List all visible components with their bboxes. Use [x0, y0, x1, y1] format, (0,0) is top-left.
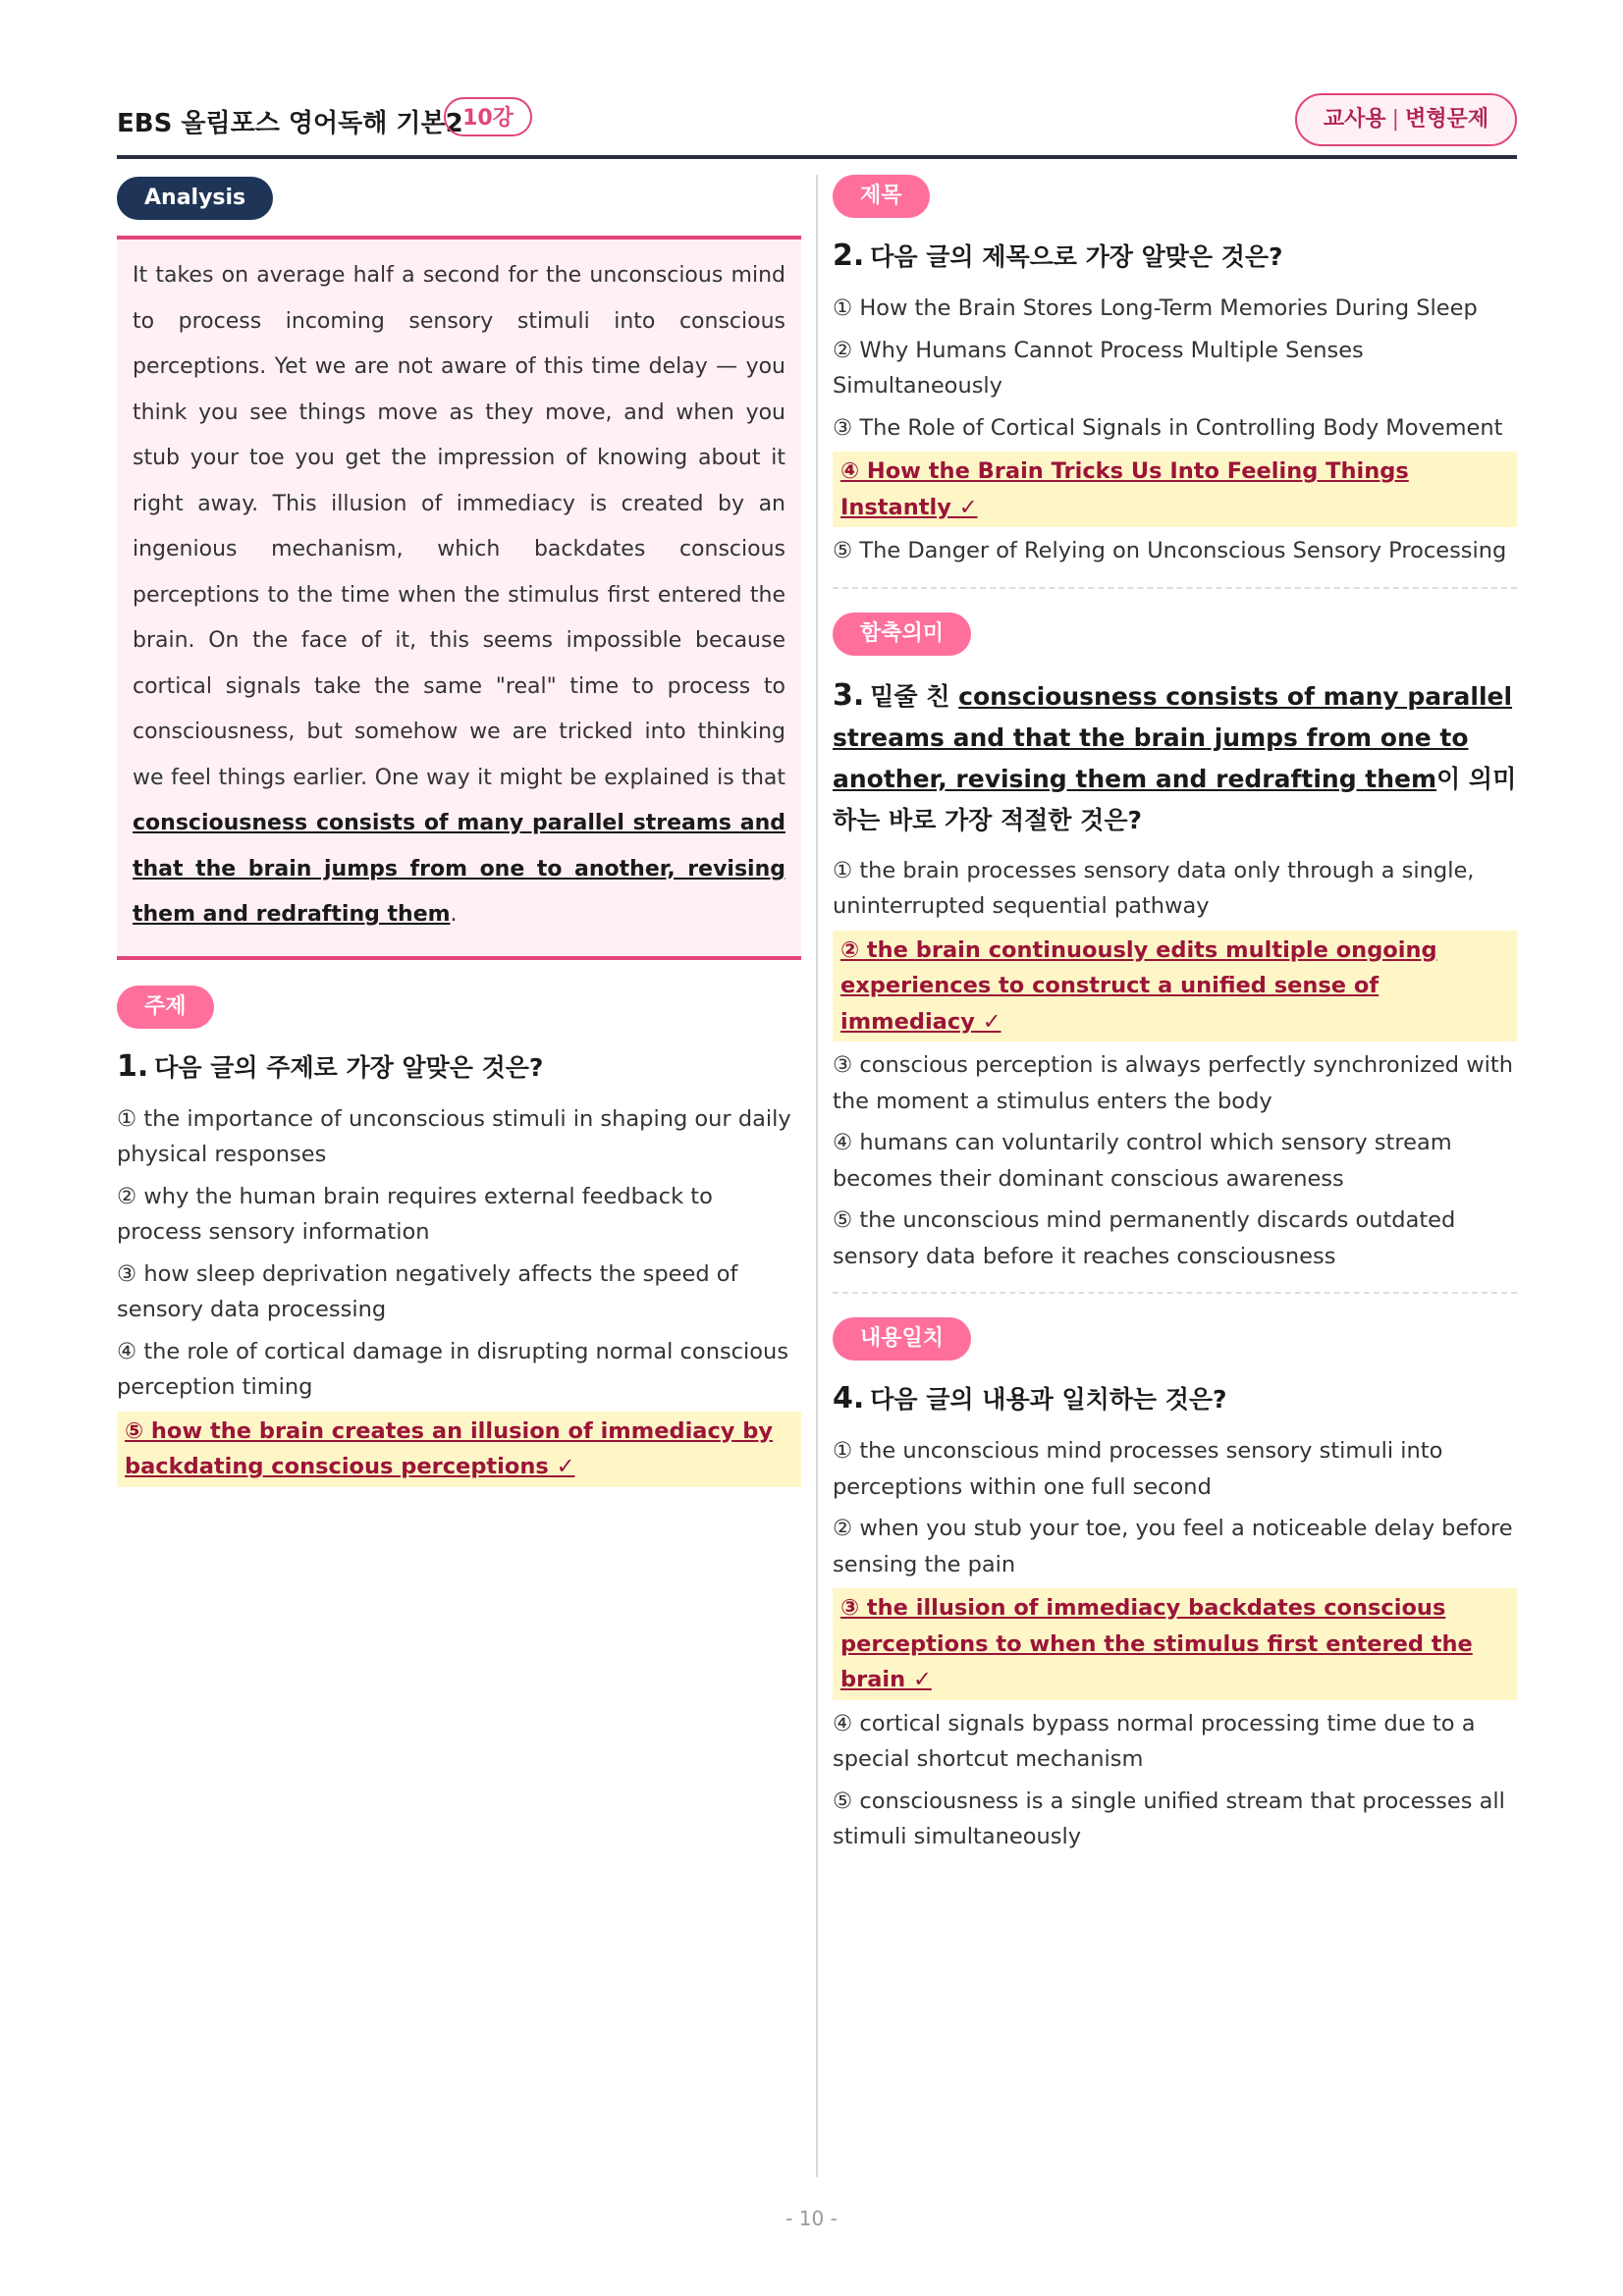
q1-title [117, 1048, 801, 1084]
q2-title [833, 238, 1517, 273]
column-divider [816, 175, 818, 2177]
q1-option-3: ③ how sleep deprivation negatively affects the speed of sensory data processing [117, 1260, 738, 1322]
q3-title [833, 675, 1517, 841]
q4-option-5: ⑤ consciousness is a single unified stream that processes all stimuli simultaneously [833, 1788, 1505, 1849]
q4-option-2: ② when you stub your toe, you feel a noticeable delay before sensing the pain [833, 1516, 1513, 1577]
q2-option-2: ② Why Humans Cannot Process Multiple Senses Simultaneously [833, 337, 1364, 399]
lesson-badge: 10강 [444, 97, 532, 136]
q1-question: 다음 글의 주제로 가장 알맞은 것은? [154, 1052, 544, 1082]
q3-option-3: ③ conscious perception is always perfectly synchronized with the moment a stimulus enters the body [833, 1052, 1513, 1114]
q1-option-1: ① the importance of unconscious stimuli in shaping our daily physical responses [117, 1105, 791, 1167]
q4-question: 다음 글의 내용과 일치하는 것은? [870, 1385, 1227, 1414]
edition-badge [1295, 93, 1517, 146]
q4-number: 4. [833, 1381, 865, 1415]
header-rule [117, 155, 1517, 159]
q1-option-2: ② why the human brain requires external feedback to process sensory information [117, 1183, 713, 1245]
q1-option-4: ④ the role of cortical damage in disrupting normal conscious perception timing [117, 1338, 789, 1400]
right-column [833, 175, 1517, 1855]
q4-answer-option: ③ the illusion of immediacy backdates conscious perceptions to when the stimulus first entered the brain ✓ [833, 1588, 1517, 1700]
q2-question: 다음 글의 제목으로 가장 알맞은 것은? [870, 242, 1283, 271]
q2-number: 2. [833, 239, 865, 273]
q4-option-4: ④ cortical signals bypass normal processing time due to a special shortcut mechanism [833, 1710, 1476, 1772]
left-column [117, 177, 801, 1487]
q2-option-1: ① How the Brain Stores Long-Term Memories During Sleep [833, 295, 1478, 321]
passage-body: It takes on average half a second for the unconscious mind to process incoming sensory stimuli into conscious perceptions. Yet we are not aware of this time delay — you think you see things move as they move, and when you stub your toe you get the impression of knowing about it right away. This illusion of immediacy is created by an ingenious mechanism, which backdates conscious perceptions to the time when the stimulus first entered the brain. On the face of it, this seems impossible because cortical signals take the same "real" time to process to consciousness, but somehow we are tricked into thinking we feel things earlier. One way it might be explained is that [133, 263, 785, 790]
analysis-label: Analysis [117, 177, 273, 220]
q2-answer-option: ④ How the Brain Tricks Us Into Feeling Things Instantly ✓ [833, 452, 1517, 527]
q2-tag: 제목 [833, 175, 930, 218]
q1-number: 1. [117, 1048, 149, 1084]
passage-box [117, 236, 801, 960]
q3-option-4: ④ humans can voluntarily control which sensory stream becomes their dominant conscious awareness [833, 1130, 1452, 1192]
q3-suffix: 이 의미하는 바로 가장 적절한 것은? [833, 764, 1517, 834]
q4-title [833, 1380, 1517, 1415]
type-label: 변형문제 [1405, 107, 1489, 132]
q3-option-1: ① the brain processes sensory data only through a single, uninterrupted sequential pathway [833, 857, 1475, 919]
q4-tag: 내용일치 [833, 1317, 971, 1361]
q1-tag: 주제 [117, 986, 214, 1029]
q3-underlined-phrase: consciousness consists of many parallel streams and that the brain jumps from one to another, revising them and redrafting them [833, 681, 1513, 793]
q3-option-5: ⑤ the unconscious mind permanently discards outdated sensory data before it reaches consciousness [833, 1207, 1456, 1269]
q3-prefix: 밑줄 친 [870, 681, 959, 711]
underlined-phrase: consciousness consists of many parallel streams and that the brain jumps from one to another, revising them and redrafting them [133, 811, 785, 927]
q3-tag: 함축의미 [833, 613, 971, 656]
book-title: EBS 올림포스 영어독해 기본2 [117, 109, 463, 138]
q2-option-3: ③ The Role of Cortical Signals in Controlling Body Movement [833, 414, 1503, 441]
q2-option-5: ⑤ The Danger of Relying on Unconscious Sensory Processing [833, 538, 1507, 563]
q3-number: 3. [833, 677, 865, 713]
audience-label: 교사용 [1323, 107, 1386, 132]
badge-separator: | [1391, 107, 1400, 132]
passage-text [133, 253, 785, 938]
passage-end: . [450, 902, 458, 927]
q1-answer-option: ⑤ how the brain creates an illusion of immediacy by backdating conscious perceptions ✓ [117, 1412, 801, 1487]
page-number: - 10 - [785, 2207, 838, 2230]
page-header [117, 93, 1517, 158]
q3-answer-option: ② the brain continuously edits multiple ongoing experiences to construct a unified sense of immediacy ✓ [833, 931, 1517, 1042]
q4-option-1: ① the unconscious mind processes sensory stimuli into perceptions within one full second [833, 1438, 1443, 1500]
